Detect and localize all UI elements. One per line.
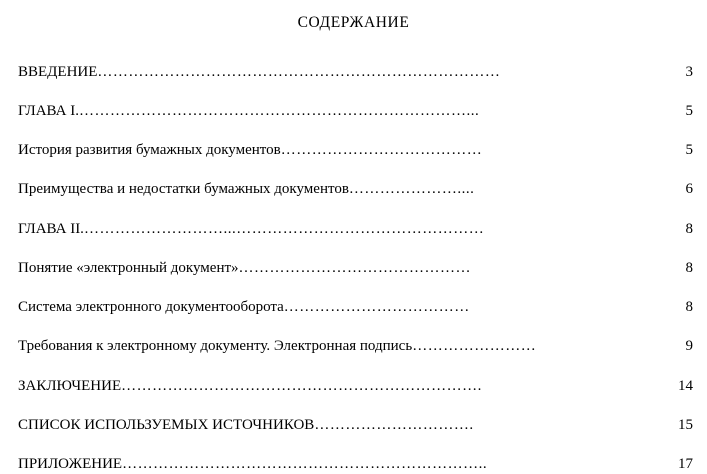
toc-entry[interactable] — [18, 102, 693, 121]
toc-entry-label: Требования к электронному документу. Электронная подпись — [18, 338, 413, 355]
toc-entry-label: Система электронного документооборота — [18, 299, 284, 316]
toc-entry-label: ГЛАВА I. — [18, 102, 79, 119]
toc-entry-page: 5 — [685, 102, 693, 119]
toc-entry-page: 15 — [678, 416, 693, 433]
toc-entry-label: Преимущества и недостатки бумажных документов — [18, 181, 349, 198]
toc-entry[interactable] — [18, 141, 693, 160]
toc-entry-leader: …………………………………………………………………... — [78, 102, 480, 119]
toc-entry[interactable] — [18, 416, 693, 435]
toc-entry[interactable] — [18, 63, 693, 82]
toc-entry-leader: ……………………………………… — [238, 259, 472, 276]
toc-entry-leader: ………………….... — [348, 181, 475, 198]
toc-entry-page: 6 — [685, 181, 693, 198]
toc-entry-page: 3 — [685, 63, 693, 80]
document-page — [0, 14, 707, 473]
toc-entry-leader: …………………… — [412, 338, 537, 355]
toc-entry-leader: ……………………………… — [283, 299, 470, 316]
toc-entry-label: ПРИЛОЖЕНИЕ — [18, 456, 123, 473]
toc-entry-leader: ……………………………………………………………. — [121, 377, 482, 394]
toc-entry-leader: ………………………...………………………………………… — [83, 220, 485, 237]
toc-entry[interactable] — [18, 337, 693, 356]
toc-entry[interactable] — [18, 455, 693, 474]
toc-entry-label: ГЛАВА II. — [18, 220, 84, 237]
toc-entry[interactable] — [18, 298, 693, 317]
toc-entry-page: 8 — [685, 299, 693, 316]
toc-entry[interactable] — [18, 259, 693, 278]
table-of-contents — [0, 63, 707, 474]
toc-entry-label: ВВЕДЕНИЕ — [18, 63, 98, 80]
toc-entry-leader: …………………………………………………………………… — [97, 63, 501, 80]
toc-entry-page: 8 — [685, 220, 693, 237]
toc-entry-label: История развития бумажных документов — [18, 142, 281, 159]
toc-entry[interactable] — [18, 377, 693, 396]
toc-entry[interactable] — [18, 220, 693, 239]
toc-entry-label: ЗАКЛЮЧЕНИЕ — [18, 377, 122, 394]
toc-entry-page: 14 — [678, 377, 693, 394]
toc-entry-leader: ………………………………… — [280, 142, 483, 159]
toc-entry-leader: …………………………………………………………….. — [122, 456, 488, 473]
toc-entry-label: Понятие «электронный документ» — [18, 259, 239, 276]
toc-entry-label: СПИСОК ИСПОЛЬЗУЕМЫХ ИСТОЧНИКОВ — [18, 416, 315, 433]
toc-entry[interactable] — [18, 180, 693, 199]
toc-entry-page: 17 — [678, 456, 693, 473]
page-title: СОДЕРЖАНИЕ — [297, 14, 410, 31]
toc-entry-leader: …………………………. — [314, 416, 474, 433]
toc-entry-page: 9 — [685, 338, 693, 355]
toc-entry-page: 5 — [685, 142, 693, 159]
toc-entry-page: 8 — [685, 259, 693, 276]
